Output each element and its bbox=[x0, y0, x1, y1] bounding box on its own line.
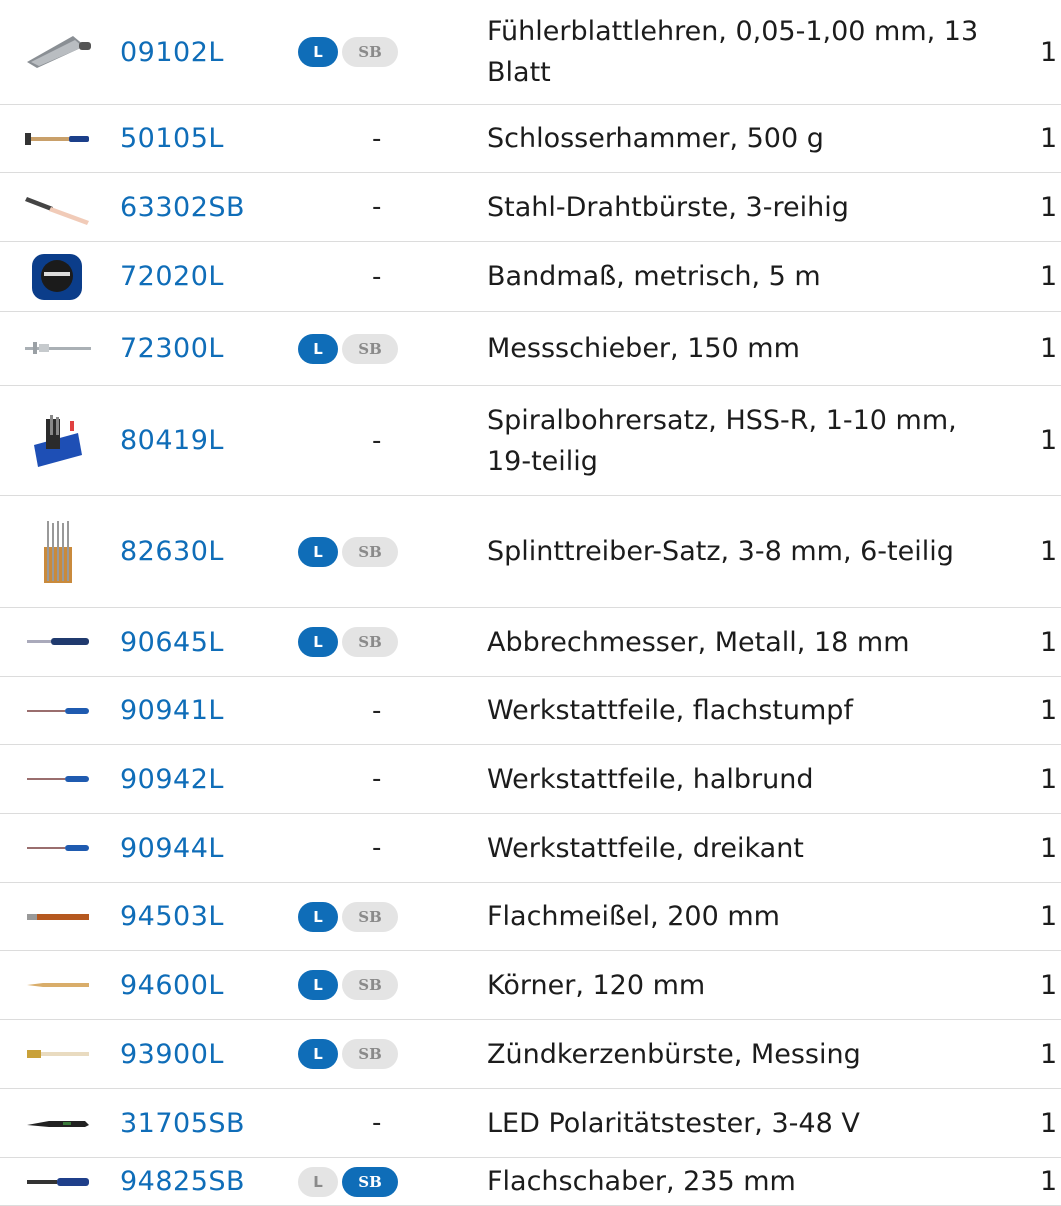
pin-punch-set-icon bbox=[18, 496, 98, 607]
item-quantity: 1 bbox=[1040, 969, 1058, 1001]
center-punch-icon bbox=[18, 951, 98, 1019]
badge-l: L bbox=[298, 537, 338, 567]
table-row bbox=[0, 386, 1061, 496]
item-quantity: 1 bbox=[1040, 36, 1058, 68]
item-quantity: 1 bbox=[1040, 901, 1058, 932]
article-number-link[interactable]: 93900L bbox=[120, 1038, 224, 1070]
article-number-link[interactable]: 90645L bbox=[120, 626, 224, 658]
item-description: Werkstattfeile, dreikant bbox=[487, 832, 804, 864]
item-description: Splinttreiber-Satz, 3-8 mm, 6-teilig bbox=[487, 536, 954, 567]
item-quantity: 1 bbox=[1040, 763, 1058, 795]
table-row bbox=[0, 0, 1061, 105]
item-quantity: 1 bbox=[1040, 626, 1058, 658]
article-number-link[interactable]: 80419L bbox=[120, 425, 224, 456]
table-row bbox=[0, 242, 1061, 312]
item-quantity: 1 bbox=[1040, 695, 1058, 726]
table-row bbox=[0, 951, 1061, 1020]
item-description: Abbrechmesser, Metall, 18 mm bbox=[487, 626, 910, 658]
table-row bbox=[0, 745, 1061, 814]
article-number-link[interactable]: 31705SB bbox=[120, 1107, 246, 1139]
availability-badges bbox=[298, 970, 398, 1000]
article-number-link[interactable]: 94825SB bbox=[120, 1166, 246, 1197]
article-number-link[interactable]: 09102L bbox=[120, 36, 224, 68]
item-description: Schlosserhammer, 500 g bbox=[487, 123, 824, 154]
no-badge-dash: - bbox=[372, 261, 382, 292]
badge-l: L bbox=[298, 970, 338, 1000]
table-row bbox=[0, 1020, 1061, 1089]
badge-sb: SB bbox=[342, 902, 398, 932]
badge-l: L bbox=[298, 1167, 338, 1197]
wire-brush-icon bbox=[18, 173, 98, 241]
table-row bbox=[0, 677, 1061, 745]
item-quantity: 1 bbox=[1040, 191, 1058, 223]
badge-l: L bbox=[298, 1039, 338, 1069]
badge-sb: SB bbox=[342, 37, 398, 67]
item-description: Messschieber, 150 mm bbox=[487, 333, 800, 364]
article-number-link[interactable]: 90944L bbox=[120, 832, 224, 864]
item-description: Flachmeißel, 200 mm bbox=[487, 901, 780, 932]
badge-l: L bbox=[298, 37, 338, 67]
article-number-link[interactable]: 94503L bbox=[120, 901, 224, 932]
badge-l: L bbox=[298, 334, 338, 364]
table-row bbox=[0, 814, 1061, 883]
badge-sb: SB bbox=[342, 970, 398, 1000]
utility-knife-icon bbox=[18, 608, 98, 676]
table-row bbox=[0, 883, 1061, 951]
availability-badges bbox=[298, 627, 398, 657]
badge-l: L bbox=[298, 902, 338, 932]
table-row bbox=[0, 312, 1061, 386]
availability-badges bbox=[298, 37, 398, 67]
no-badge-dash: - bbox=[372, 833, 382, 863]
hammer-icon bbox=[18, 105, 98, 172]
article-number-link[interactable]: 90941L bbox=[120, 695, 224, 726]
table-row bbox=[0, 496, 1061, 608]
item-description: Werkstattfeile, halbrund bbox=[487, 763, 814, 795]
no-badge-dash: - bbox=[372, 425, 382, 456]
spark-plug-brush-icon bbox=[18, 1020, 98, 1088]
table-row bbox=[0, 173, 1061, 242]
item-description: Fühlerblattlehren, 0,05-1,00 mm, 13 Blatt bbox=[487, 16, 979, 88]
badge-sb: SB bbox=[342, 334, 398, 364]
badge-sb: SB bbox=[342, 1167, 398, 1197]
article-number-link[interactable]: 90942L bbox=[120, 763, 224, 795]
table-row bbox=[0, 608, 1061, 677]
file-icon bbox=[18, 745, 98, 813]
item-description: Werkstattfeile, flachstumpf bbox=[487, 695, 853, 726]
table-row bbox=[0, 1158, 1061, 1206]
polarity-tester-icon bbox=[18, 1089, 98, 1157]
file-icon bbox=[18, 814, 98, 882]
article-number-link[interactable]: 63302SB bbox=[120, 191, 246, 223]
item-quantity: 1 bbox=[1040, 832, 1058, 864]
item-description: Körner, 120 mm bbox=[487, 969, 706, 1001]
availability-badges bbox=[298, 537, 398, 567]
article-number-link[interactable]: 72300L bbox=[120, 333, 224, 364]
table-row bbox=[0, 1089, 1061, 1158]
scraper-icon bbox=[18, 1158, 98, 1205]
caliper-icon bbox=[18, 312, 98, 385]
article-number-link[interactable]: 50105L bbox=[120, 123, 224, 154]
item-quantity: 1 bbox=[1040, 1038, 1058, 1070]
item-quantity: 1 bbox=[1040, 1166, 1058, 1197]
no-badge-dash: - bbox=[372, 192, 382, 222]
item-description: Zündkerzenbürste, Messing bbox=[487, 1038, 861, 1070]
badge-l: L bbox=[298, 627, 338, 657]
drill-set-icon bbox=[18, 386, 98, 495]
availability-badges bbox=[298, 902, 398, 932]
item-quantity: 1 bbox=[1040, 1107, 1058, 1139]
item-quantity: 1 bbox=[1040, 333, 1058, 364]
table-row bbox=[0, 105, 1061, 173]
feeler-gauge-icon bbox=[18, 0, 98, 104]
item-quantity: 1 bbox=[1040, 123, 1058, 154]
item-description: Stahl-Drahtbürste, 3-reihig bbox=[487, 191, 849, 223]
item-quantity: 1 bbox=[1040, 425, 1058, 456]
article-number-link[interactable]: 82630L bbox=[120, 536, 224, 567]
item-description: Spiralbohrersatz, HSS-R, 1-10 mm, 19-teilig bbox=[487, 404, 957, 477]
tape-measure-icon bbox=[18, 242, 98, 311]
no-badge-dash: - bbox=[372, 695, 382, 726]
availability-badges bbox=[298, 1039, 398, 1069]
badge-sb: SB bbox=[342, 1039, 398, 1069]
no-badge-dash: - bbox=[372, 764, 382, 794]
article-number-link[interactable]: 72020L bbox=[120, 261, 224, 292]
item-description: Bandmaß, metrisch, 5 m bbox=[487, 261, 821, 292]
item-quantity: 1 bbox=[1040, 261, 1058, 292]
file-icon bbox=[18, 677, 98, 744]
chisel-icon bbox=[18, 883, 98, 950]
item-description: Flachschaber, 235 mm bbox=[487, 1166, 796, 1197]
availability-badges bbox=[298, 1167, 398, 1197]
badge-sb: SB bbox=[342, 627, 398, 657]
no-badge-dash: - bbox=[372, 1108, 382, 1138]
item-quantity: 1 bbox=[1040, 536, 1058, 567]
availability-badges bbox=[298, 334, 398, 364]
badge-sb: SB bbox=[342, 537, 398, 567]
item-description: LED Polaritätstester, 3-48 V bbox=[487, 1107, 860, 1139]
article-number-link[interactable]: 94600L bbox=[120, 969, 224, 1001]
no-badge-dash: - bbox=[372, 123, 382, 154]
